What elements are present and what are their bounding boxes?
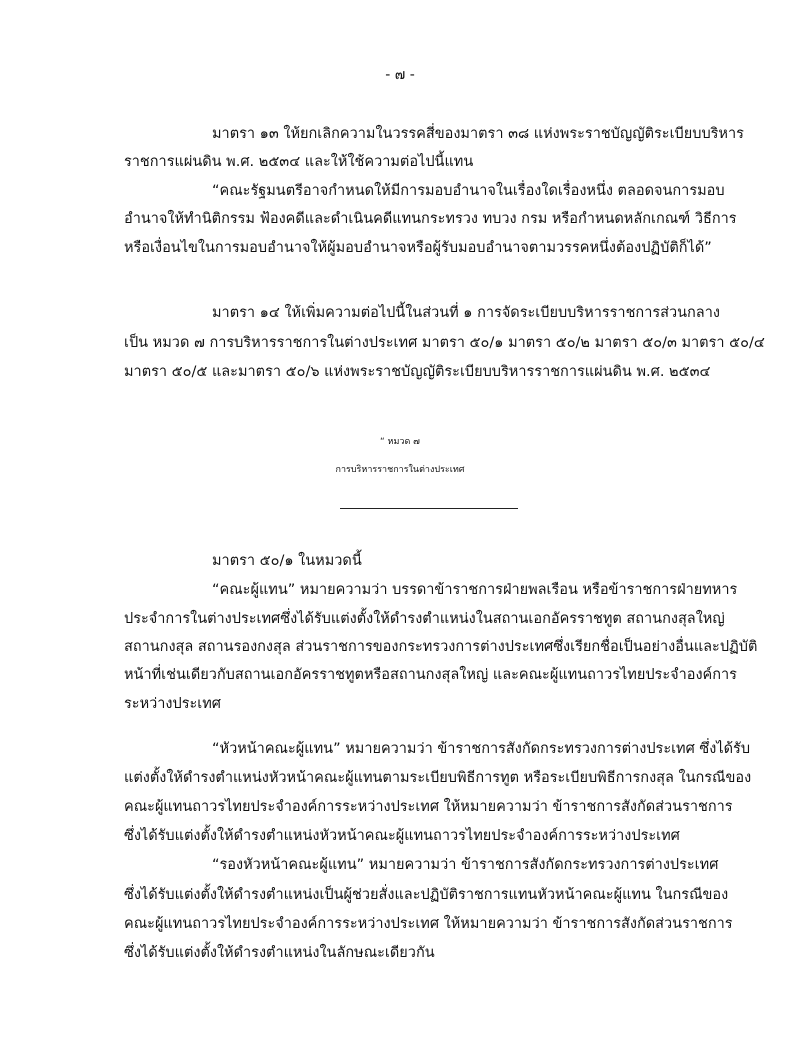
chapter-title: การบริหารราชการในต่างประเทศ (335, 465, 465, 475)
chapter-heading: “ หมวด ๗ (380, 437, 420, 447)
section-50-1-line-11: “รองหัวหน้าคณะผู้แทน” หมายความว่า ข้าราชการสังกัดกระทรวงการต่างประเทศ (212, 857, 719, 873)
section-50-1-line-4: สถานกงสุล สถานรองกงสุล ส่วนราชการของกระทรวงการต่างประเทศซึ่งเรียกชื่อเป็นอย่างอื่นและปฏิบัติ (124, 639, 758, 655)
section-50-1-line-1: มาตรา ๕๐/๑ ในหมวดนี้ (212, 553, 362, 569)
section-14-line-2: เป็น หมวด ๗ การบริหารราชการในต่างประเทศ มาตรา ๕๐/๑ มาตรา ๕๐/๒ มาตรา ๕๐/๓ มาตรา ๕๐/๔ (124, 335, 765, 351)
section-13-line-5: หรือเงื่อนไขในการมอบอำนาจให้ผู้มอบอำนาจหรือผู้รับมอบอำนาจตามวรรคหนึ่งต้องปฏิบัติก็ได้” (124, 240, 712, 256)
section-13-line-3: “คณะรัฐมนตรีอาจกำหนดให้มีการมอบอำนาจในเรื่องใดเรื่องหนึ่ง ตลอดจนการมอบ (212, 183, 725, 199)
section-14-line-3: มาตรา ๕๐/๕ และมาตรา ๕๐/๖ แห่งพระราชบัญญัติระเบียบบริหารราชการแผ่นดิน พ.ศ. ๒๕๓๔ (124, 364, 711, 380)
section-50-1-line-13: คณะผู้แทนถาวรไทยประจำองค์การระหว่างประเทศ ให้หมายความว่า ข้าราชการสังกัดส่วนราชการ (124, 916, 733, 932)
section-50-1-line-12: ซึ่งได้รับแต่งตั้งให้ดำรงตำแหน่งเป็นผู้ช่วยสั่งและปฏิบัติราชการแทนหัวหน้าคณะผู้แทน ในกรณีของ (124, 887, 729, 903)
section-13-line-4: อำนาจให้ทำนิติกรรม ฟ้องคดีและดำเนินคดีแทนกระทรวง ทบวง กรม หรือกำหนดหลักเกณฑ์ วิธีการ (124, 211, 737, 227)
section-50-1-line-9: คณะผู้แทนถาวรไทยประจำองค์การระหว่างประเทศ ให้หมายความว่า ข้าราชการสังกัดส่วนราชการ (124, 799, 733, 815)
section-50-1-line-5: หน้าที่เช่นเดียวกับสถานเอกอัครราชทูตหรือสถานกงสุลใหญ่ และคณะผู้แทนถาวรไทยประจำองค์การ (124, 667, 737, 683)
section-14-line-1: มาตรา ๑๔ ให้เพิ่มความต่อไปนี้ในส่วนที่ ๑ การจัดระเบียบบริหารราชการส่วนกลาง (212, 305, 720, 321)
section-50-1-line-14: ซึ่งได้รับแต่งตั้งให้ดำรงตำแหน่งในลักษณะเดียวกัน (124, 945, 435, 961)
section-50-1-line-2: “คณะผู้แทน” หมายความว่า บรรดาข้าราชการฝ่ายพลเรือน หรือข้าราชการฝ่ายทหาร (212, 582, 738, 598)
page-number: - ๗ - (385, 67, 415, 83)
section-50-1-line-6: ระหว่างประเทศ (124, 696, 221, 712)
section-50-1-line-8: แต่งตั้งให้ดำรงตำแหน่งหัวหน้าคณะผู้แทนตามระเบียบพิธีการทูต หรือระเบียบพิธีการกงสุล ในกรณีของ (124, 770, 752, 786)
section-50-1-line-7: “หัวหน้าคณะผู้แทน” หมายความว่า ข้าราชการสังกัดกระทรวงการต่างประเทศ ซึ่งได้รับ (212, 741, 751, 757)
section-13-line-2: ราชการแผ่นดิน พ.ศ. ๒๕๓๔ และให้ใช้ความต่อไปนี้แทน (124, 154, 474, 170)
heading-divider (340, 508, 518, 509)
section-13-line-1: มาตรา ๑๓ ให้ยกเลิกความในวรรคสี่ของมาตรา ๓๘ แห่งพระราชบัญญัติระเบียบบริหาร (212, 126, 744, 142)
section-50-1-line-3: ประจำการในต่างประเทศซึ่งได้รับแต่งตั้งให้ดำรงตำแหน่งในสถานเอกอัครราชทูต สถานกงสุลใหญ่ (124, 611, 725, 627)
section-50-1-line-10: ซึ่งได้รับแต่งตั้งให้ดำรงตำแหน่งหัวหน้าคณะผู้แทนถาวรไทยประจำองค์การระหว่างประเทศ (124, 828, 680, 844)
